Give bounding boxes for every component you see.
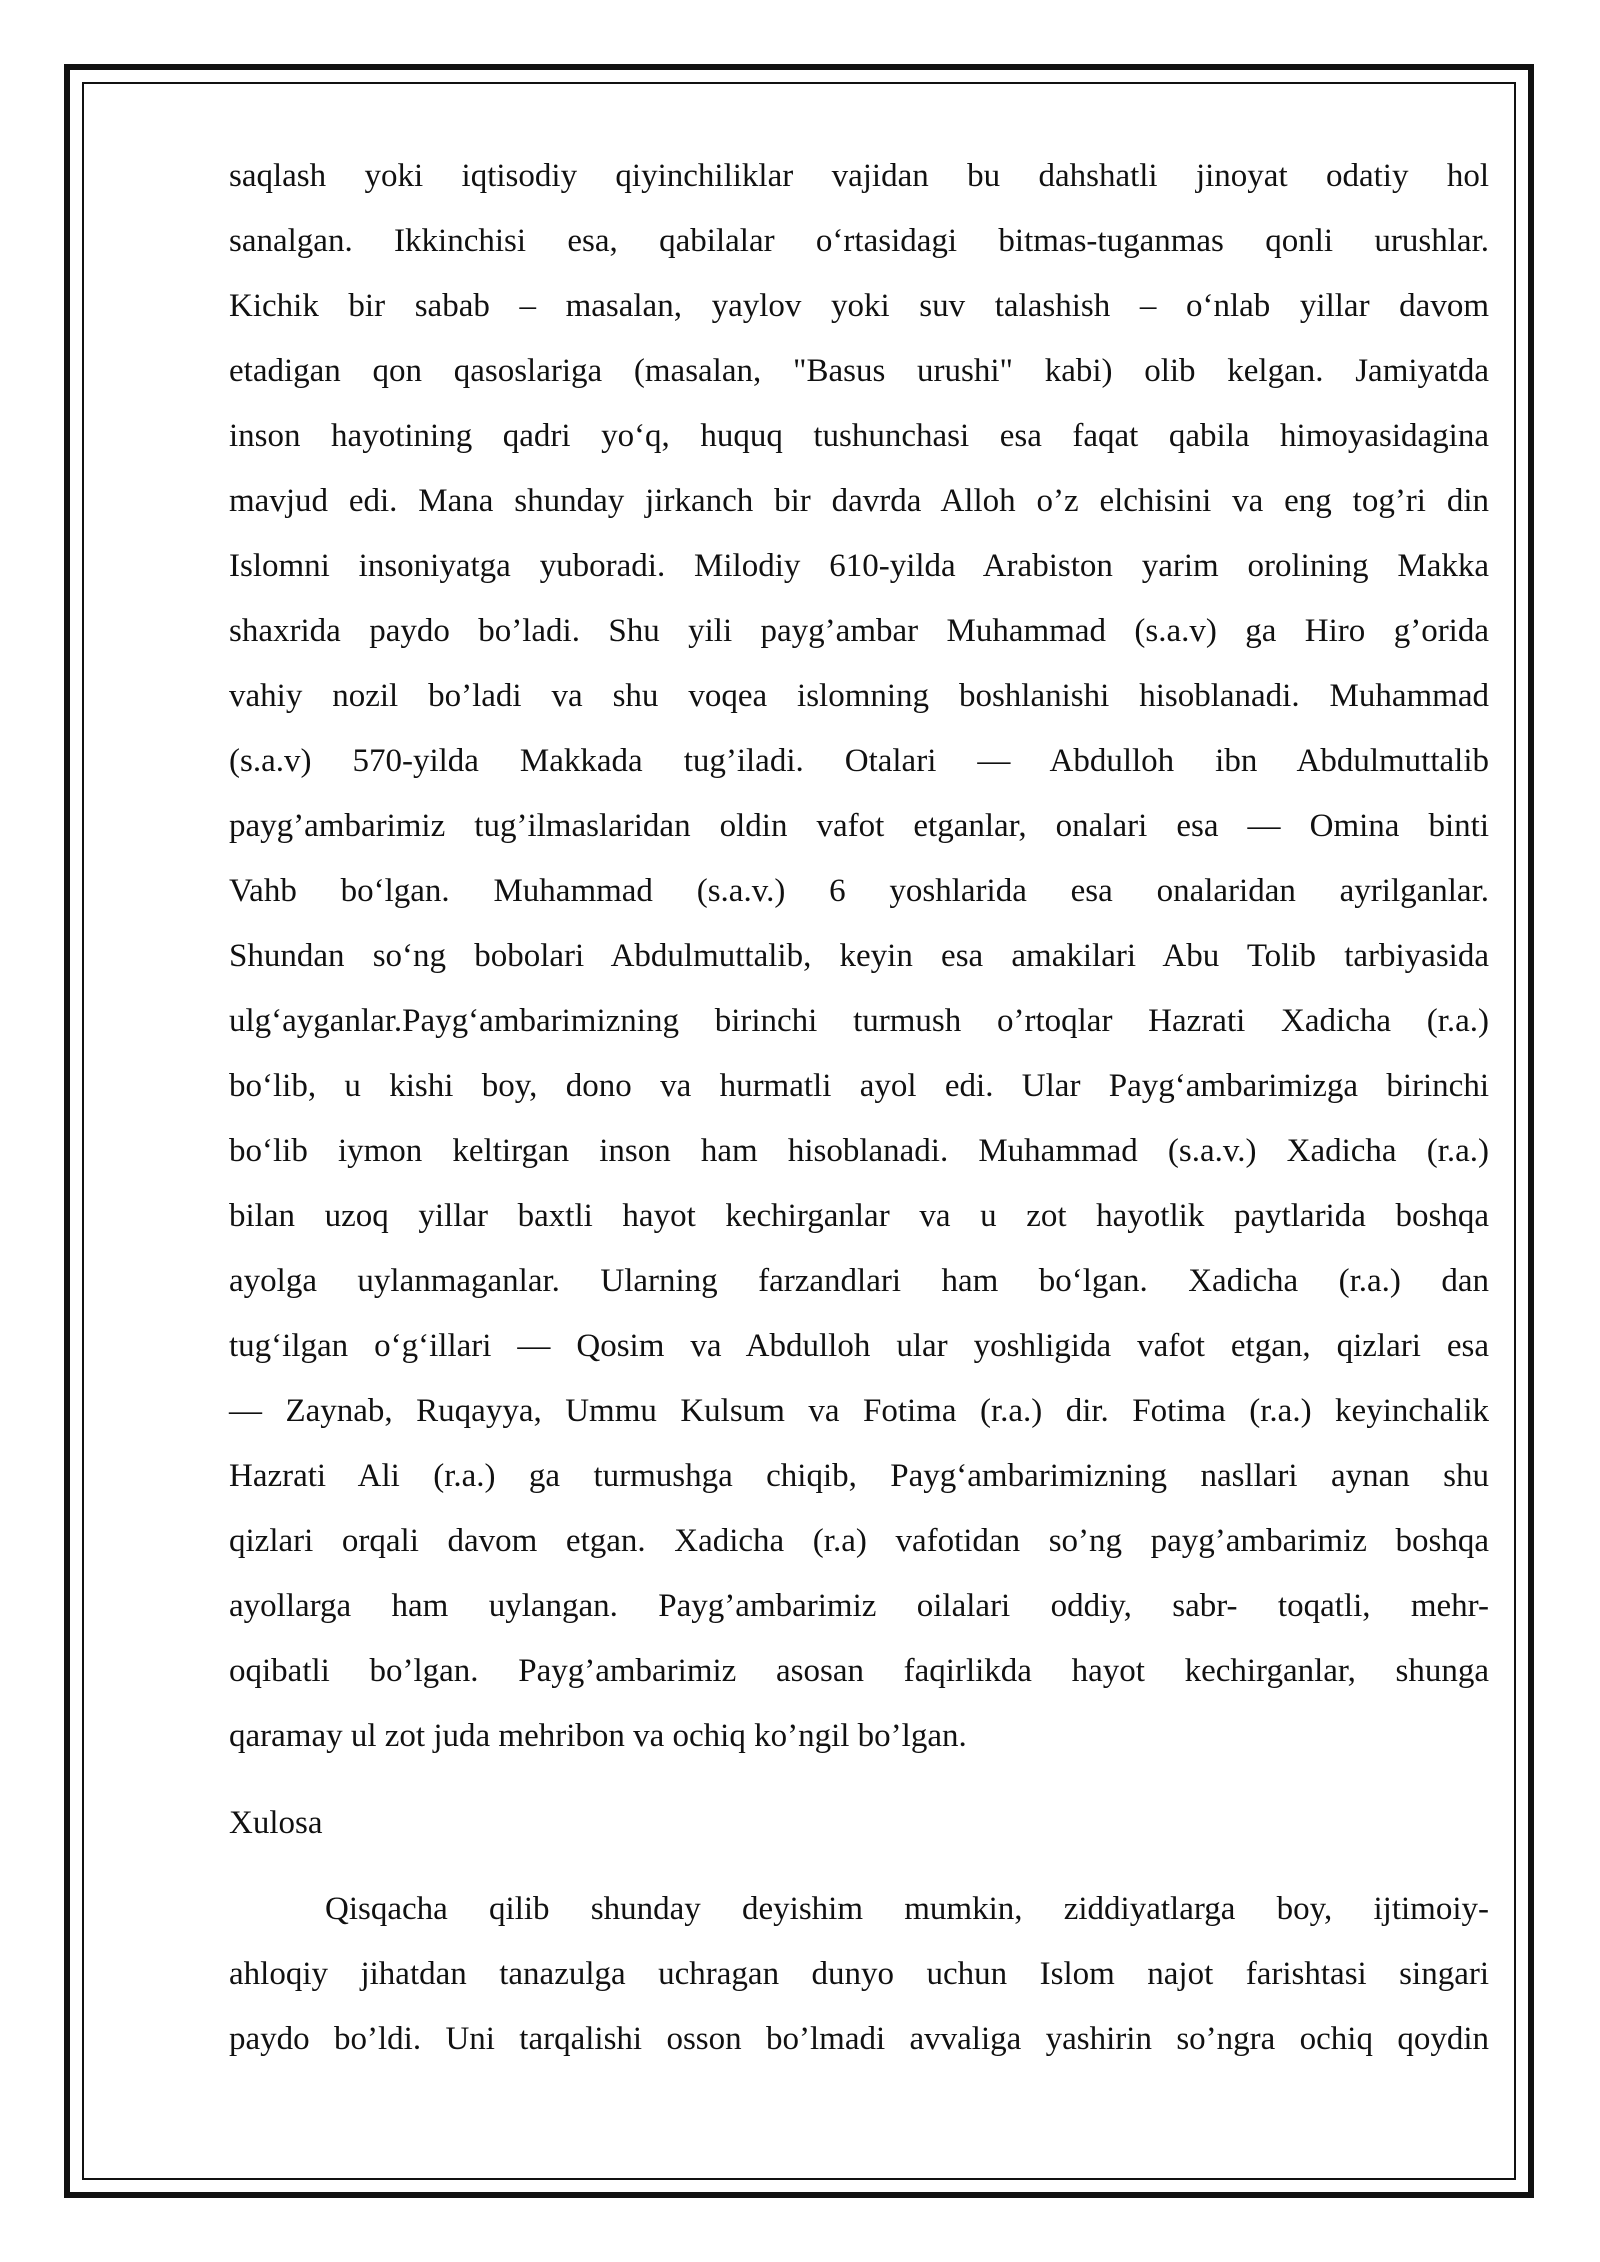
text-line: Kichik bir sabab – masalan, yaylov yoki suv talashish – o‘nlab yillar davom: [229, 288, 1489, 324]
section-heading: Xulosa: [229, 1805, 323, 1841]
text-line: Hazrati Ali (r.a.) ga turmushga chiqib, Payg‘ambarimizning nasllari aynan shu: [229, 1458, 1489, 1494]
text-line: ayollarga ham uylangan. Payg’ambarimiz oilalari oddiy, sabr- toqatli, mehr-: [229, 1588, 1489, 1624]
text-line: inson hayotining qadri yo‘q, huquq tushunchasi esa faqat qabila himoyasidagina: [229, 418, 1489, 454]
text-line: qaramay ul zot juda mehribon va ochiq ko’ngil bo’lgan.: [229, 1718, 967, 1754]
text-line: bo‘lib iymon keltirgan inson ham hisoblanadi. Muhammad (s.a.v.) Xadicha (r.a.): [229, 1133, 1489, 1169]
text-line: saqlash yoki iqtisodiy qiyinchiliklar vajidan bu dahshatli jinoyat odatiy hol: [229, 158, 1489, 194]
text-line: ulg‘ayganlar.Payg‘ambarimizning birinchi turmush o’rtoqlar Hazrati Xadicha (r.a.): [229, 1003, 1489, 1039]
paragraph-conclusion: [229, 1877, 1489, 2072]
text-line: ahloqiy jihatdan tanazulga uchragan dunyo uchun Islom najot farishtasi singari: [229, 1956, 1489, 1992]
text-line: Shundan so‘ng bobolari Abdulmuttalib, keyin esa amakilari Abu Tolib tarbiyasida: [229, 938, 1489, 974]
text-line: Qisqacha qilib shunday deyishim mumkin, ziddiyatlarga boy, ijtimoiy-: [325, 1891, 1489, 1927]
text-line: oqibatli bo’lgan. Payg’ambarimiz asosan faqirlikda hayot kechirganlar, shunga: [229, 1653, 1489, 1689]
document-body: [229, 144, 1489, 2072]
text-line: (s.a.v) 570-yilda Makkada tug’iladi. Otalari — Abdulloh ibn Abdulmuttalib: [229, 743, 1489, 779]
text-line: sanalgan. Ikkinchisi esa, qabilalar o‘rtasidagi bitmas-tuganmas qonli urushlar.: [229, 223, 1489, 259]
text-line: bilan uzoq yillar baxtli hayot kechirganlar va u zot hayotlik paytlarida boshqa: [229, 1198, 1489, 1234]
text-line: tug‘ilgan o‘g‘illari — Qosim va Abdulloh ular yoshligida vafot etgan, qizlari esa: [229, 1328, 1489, 1364]
text-line: Islomni insoniyatga yuboradi. Milodiy 610-yilda Arabiston yarim orolining Makka: [229, 548, 1489, 584]
text-line: vahiy nozil bo’ladi va shu voqea islomning boshlanishi hisoblanadi. Muhammad: [229, 678, 1489, 714]
text-line: mavjud edi. Mana shunday jirkanch bir davrda Alloh o’z elchisini va eng tog’ri din: [229, 483, 1489, 519]
text-line: — Zaynab, Ruqayya, Ummu Kulsum va Fotima (r.a.) dir. Fotima (r.a.) keyinchalik: [229, 1393, 1489, 1429]
text-line: bo‘lib, u kishi boy, dono va hurmatli ayol edi. Ular Payg‘ambarimizga birinchi: [229, 1068, 1489, 1104]
text-line: paydo bo’ldi. Uni tarqalishi osson bo’lmadi avvaliga yashirin so’ngra ochiq qoydin: [229, 2021, 1489, 2057]
text-line: shaxrida paydo bo’ladi. Shu yili payg’ambar Muhammad (s.a.v) ga Hiro g’orida: [229, 613, 1489, 649]
paragraph-body: [229, 144, 1489, 1769]
text-line: ayolga uylanmaganlar. Ularning farzandlari ham bo‘lgan. Xadicha (r.a.) dan: [229, 1263, 1489, 1299]
text-line: qizlari orqali davom etgan. Xadicha (r.a) vafotidan so’ng payg’ambarimiz boshqa: [229, 1523, 1489, 1559]
text-line: etadigan qon qasoslariga (masalan, "Basus urushi" kabi) olib kelgan. Jamiyatda: [229, 353, 1489, 389]
text-line: Vahb bo‘lgan. Muhammad (s.a.v.) 6 yoshlarida esa onalaridan ayrilganlar.: [229, 873, 1489, 909]
text-line: payg’ambarimiz tug’ilmaslaridan oldin vafot etganlar, onalari esa — Omina binti: [229, 808, 1489, 844]
